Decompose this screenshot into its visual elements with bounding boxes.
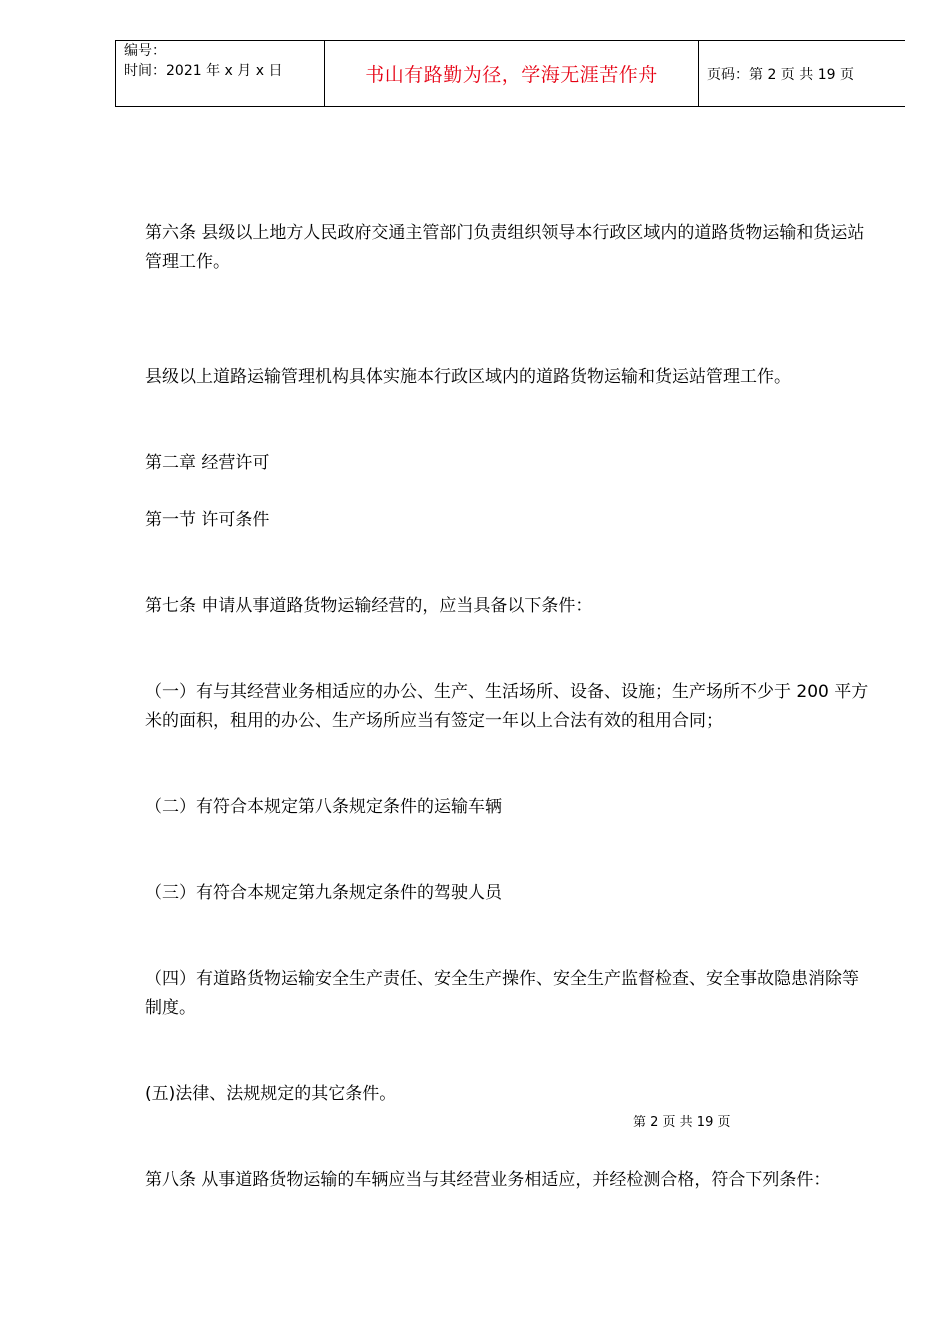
header-motto: 书山有路勤为径，学海无涯苦作舟 xyxy=(325,41,699,107)
header-page-number: 页码：第 2 页 共 19 页 xyxy=(699,41,906,107)
article-8-paragraph: 第八条 从事道路货物运输的车辆应当与其经营业务相适应，并经检测合格，符合下列条件： xyxy=(145,1170,831,1190)
article-6-paragraph: 第六条 县级以上地方人民政府交通主管部门负责组织领导本行政区域内的道路货物运输和货运站管理工作。 xyxy=(145,223,865,272)
article-7-paragraph: 第七条 申请从事道路货物运输经营的，应当具备以下条件： xyxy=(145,596,593,616)
condition-4-paragraph: （四）有道路货物运输安全生产责任、安全生产操作、安全生产监督检查、安全事故隐患消除等制度。 xyxy=(145,969,859,1018)
condition-3-paragraph: （三）有符合本规定第九条规定条件的驾驶人员 xyxy=(145,883,502,903)
header-meta-cell xyxy=(116,41,325,107)
condition-2-paragraph: （二）有符合本规定第八条规定条件的运输车辆 xyxy=(145,797,502,817)
section-heading: 第一节 许可条件 xyxy=(145,510,270,530)
document-header xyxy=(115,40,905,107)
article-6-implementation-paragraph: 县级以上道路运输管理机构具体实施本行政区域内的道路货物运输和货运站管理工作。 xyxy=(145,367,791,387)
condition-5-paragraph: (五)法律、法规规定的其它条件。 xyxy=(145,1084,397,1104)
chapter-heading: 第二章 经营许可 xyxy=(145,453,270,473)
page-footer-number: 第 2 页 共 19 页 xyxy=(633,1115,731,1130)
document-number-label: 编号： xyxy=(124,43,166,59)
document-date-label: 时间：2021 年 x 月 x 日 xyxy=(124,63,283,79)
condition-1-paragraph: （一）有与其经营业务相适应的办公、生产、生活场所、设备、设施；生产场所不少于 200 平方米的面积，租用的办公、生产场所应当有签定一年以上合法有效的租用合同； xyxy=(145,682,869,731)
